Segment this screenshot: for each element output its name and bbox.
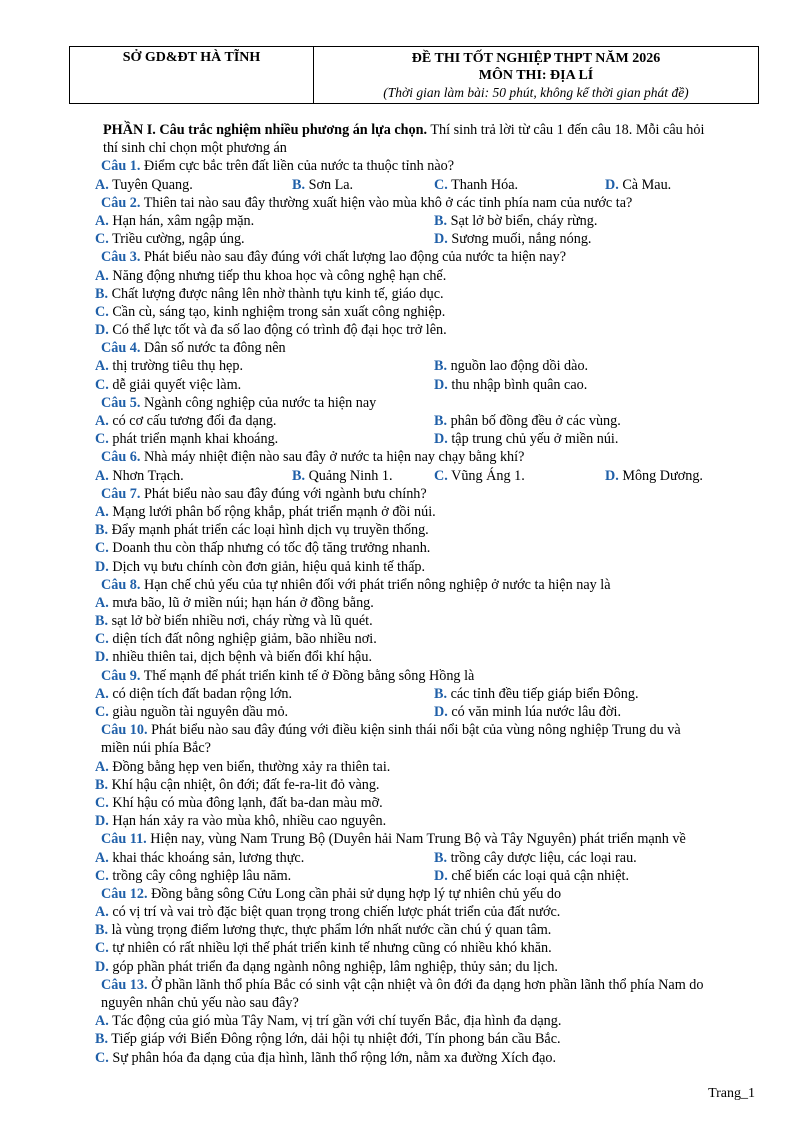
exam-subject: MÔN THI: ĐỊA LÍ: [478, 68, 594, 83]
option: [95, 758, 390, 776]
option-row: [95, 321, 758, 339]
option-row: [95, 1030, 758, 1048]
question: [95, 485, 758, 576]
option-row: [95, 867, 758, 885]
option-key: B.: [434, 413, 448, 430]
section-title: PHẦN I. Câu trắc nghiệm nhiều phương án lựa chọn.: [103, 122, 428, 138]
question: [95, 448, 758, 484]
option-row: [95, 812, 758, 830]
option-key: A.: [95, 594, 109, 611]
question-text: Ở phần lãnh thổ phía Bắc có sinh vật cận nhiệt và ôn đới đa dạng hơn phần lãnh thổ phía Nam do: [147, 976, 704, 993]
option-text: là vùng trọng điểm lương thực, thực phẩm lớn nhất nước cần chú ý quan tâm.: [108, 922, 552, 939]
option-row: [95, 685, 758, 703]
option-row: [95, 703, 758, 721]
option-row: [95, 357, 758, 375]
question: [95, 976, 758, 1067]
option-text: Hạn hán, xâm ngập mặn.: [108, 212, 255, 229]
option-key: D.: [605, 467, 619, 484]
option: [95, 612, 373, 630]
question-stem: [101, 448, 758, 466]
option-key: C.: [95, 631, 109, 648]
option: [95, 230, 245, 248]
question-stem: [101, 194, 758, 212]
option: [95, 703, 288, 721]
option: [434, 849, 637, 867]
option-text: Khí hậu cận nhiệt, ôn đới; đất fe-ra-lit đỏ vàng.: [108, 776, 380, 793]
option: [95, 176, 193, 194]
option-key: D.: [434, 431, 448, 448]
option-key: A.: [95, 503, 109, 520]
question-text: Phát biểu nào sau đây đúng với chất lượng lao động của nước ta hiện nay?: [140, 249, 566, 266]
option-text: Khí hậu có mùa đông lạnh, đất ba-dan màu mỡ.: [108, 794, 383, 811]
option-text: Hạn hán xảy ra vào mùa khô, nhiều cao nguyên.: [108, 813, 387, 830]
option: [95, 521, 429, 539]
option-text: Đồng bằng hẹp ven biển, thường xảy ra thiên tai.: [108, 758, 391, 775]
option: [95, 630, 377, 648]
question-label: Câu 9.: [101, 667, 141, 684]
question: [95, 157, 758, 193]
option: [434, 703, 621, 721]
option: [292, 467, 393, 485]
option-key: B.: [434, 212, 448, 229]
option: [434, 176, 518, 194]
option-text: tập trung chủ yếu ở miền núi.: [447, 431, 619, 448]
option-key: A.: [95, 1013, 109, 1030]
section-instruction: Thí sinh trả lời từ câu 1 đến câu 18. Mỗi câu hỏi: [427, 122, 705, 138]
option-key: D.: [95, 322, 109, 339]
option-text: nguồn lao động dồi dào.: [447, 358, 589, 375]
option: [95, 812, 386, 830]
question: [95, 667, 758, 722]
option-key: B.: [434, 358, 448, 375]
option-key: C.: [95, 231, 109, 248]
option-text: Dịch vụ bưu chính còn đơn giản, hiệu quả kinh tế thấp.: [108, 558, 426, 575]
option-text: mưa bão, lũ ở miền núi; hạn hán ở đồng bằng.: [108, 594, 374, 611]
page-number: Trang_1: [708, 1086, 755, 1101]
option: [434, 685, 639, 703]
question: [95, 721, 758, 830]
option-key: C.: [95, 867, 109, 884]
option: [95, 503, 436, 521]
question-list: [95, 157, 758, 1066]
option: [95, 594, 374, 612]
option-row: [95, 1049, 758, 1067]
option-row: [95, 1012, 758, 1030]
question-text: Điểm cực bắc trên đất liền của nước ta thuộc tỉnh nào?: [140, 158, 455, 175]
option: [434, 412, 621, 430]
option-text: góp phần phát triển đa dạng ngành nông nghiệp, lâm nghiệp, thủy sản; du lịch.: [108, 958, 558, 975]
option-text: phân bố đồng đều ở các vùng.: [447, 413, 621, 430]
option-text: Có thể lực tốt và đa số lao động có trình độ đại học trở lên.: [108, 322, 447, 339]
option-row: [95, 594, 758, 612]
exam-title: ĐỀ THI TỐT NGHIỆP THPT NĂM 2026: [411, 51, 661, 66]
option-row: [95, 776, 758, 794]
option-key: D.: [95, 958, 109, 975]
question-stem: [101, 157, 758, 175]
option-text: Tiếp giáp với Biển Đông rộng lớn, dải hội tụ nhiệt đới, Tín phong bán cầu Bắc.: [108, 1031, 561, 1048]
option-text: Đẩy mạnh phát triển các loại hình dịch vụ truyền thống.: [108, 522, 429, 539]
option: [95, 921, 551, 939]
option-text: Cần cù, sáng tạo, kinh nghiệm trong sản xuất công nghiệp.: [108, 303, 446, 320]
question-text-cont: miền núi phía Bắc?: [101, 740, 211, 757]
option-key: D.: [95, 813, 109, 830]
question: [95, 830, 758, 885]
option-key: A.: [95, 849, 109, 866]
option-text: khai thác khoáng sản, lương thực.: [108, 849, 305, 866]
option-text: Thanh Hóa.: [447, 176, 519, 193]
option-row: [95, 921, 758, 939]
option: [95, 1012, 561, 1030]
option-key: A.: [95, 358, 109, 375]
option-text: có vị trí và vai trò đặc biệt quan trọng trong chiến lược phát triển của đất nước.: [108, 904, 561, 921]
option-text: Quảng Ninh 1.: [305, 467, 393, 484]
option: [95, 685, 292, 703]
section-instruction-cont: thí sinh chỉ chọn một phương án: [103, 140, 287, 157]
option-key: B.: [95, 776, 109, 793]
option-row: [95, 630, 758, 648]
question: [95, 885, 758, 976]
option: [95, 303, 445, 321]
option-text: Cà Mau.: [618, 176, 672, 193]
option-row: [95, 412, 758, 430]
question-label: Câu 7.: [101, 485, 141, 502]
question-label: Câu 12.: [101, 885, 148, 902]
option-text: có cơ cấu tương đối đa dạng.: [108, 413, 277, 430]
option-text: Nhơn Trạch.: [108, 467, 184, 484]
option: [95, 357, 243, 375]
option-text: Triều cường, ngập úng.: [108, 231, 245, 248]
option-row: [95, 176, 758, 194]
option-key: C.: [95, 376, 109, 393]
question-text-cont: nguyên nhân chủ yếu nào sau đây?: [101, 995, 299, 1012]
option-row: [95, 503, 758, 521]
option-key: D.: [434, 231, 448, 248]
question-text: Phát biểu nào sau đây đúng với điều kiện sinh thái nổi bật của vùng nông nghiệp Trung du và: [147, 722, 681, 739]
question-label: Câu 1.: [101, 158, 141, 175]
question-stem: [101, 721, 758, 739]
option-key: C.: [95, 1049, 109, 1066]
option-text: có văn minh lúa nước lâu đời.: [447, 704, 621, 721]
question-stem: [101, 248, 758, 266]
option-row: [95, 539, 758, 557]
question-label: Câu 3.: [101, 249, 141, 266]
option: [95, 939, 552, 957]
option: [95, 267, 446, 285]
question-text: Đồng bằng sông Cửu Long cần phải sử dụng hợp lý tự nhiên chủ yếu do: [147, 885, 562, 902]
option: [95, 430, 278, 448]
option-row: [95, 758, 758, 776]
question-label: Câu 13.: [101, 976, 148, 993]
option-row: [95, 558, 758, 576]
option-key: A.: [95, 467, 109, 484]
question-text: Thiên tai nào sau đây thường xuất hiện vào mùa khô ở các tỉnh phía nam của nước ta?: [140, 194, 633, 211]
option-text: nhiều thiên tai, dịch bệnh và biến đổi khí hậu.: [108, 649, 372, 666]
option: [95, 794, 383, 812]
option-key: B.: [434, 849, 448, 866]
option-key: A.: [95, 267, 109, 284]
option: [95, 412, 276, 430]
option: [95, 776, 379, 794]
option-key: D.: [434, 704, 448, 721]
question-stem-cont: [101, 739, 758, 757]
option: [95, 1030, 561, 1048]
option-key: A.: [95, 904, 109, 921]
option-key: C.: [95, 540, 109, 557]
option-text: tự nhiên có rất nhiều lợi thế phát triển kinh tế nhưng cũng có nhiều khó khăn.: [108, 940, 552, 957]
department-name: SỞ GD&ĐT HÀ TĨNH: [70, 47, 314, 103]
option-key: D.: [434, 376, 448, 393]
option: [95, 903, 560, 921]
exam-header: [69, 46, 759, 104]
option-row: [95, 303, 758, 321]
option-text: Sương muối, nắng nóng.: [447, 231, 592, 248]
option-key: A.: [95, 758, 109, 775]
option-key: B.: [95, 1031, 109, 1048]
option-row: [95, 794, 758, 812]
option: [95, 285, 444, 303]
question-text: Hạn chế chủ yếu của tự nhiên đối với phát triển nông nghiệp ở nước ta hiện nay là: [140, 576, 611, 593]
question-stem: [101, 394, 758, 412]
option-key: C.: [95, 794, 109, 811]
option-text: Sơn La.: [305, 176, 354, 193]
option: [605, 467, 703, 485]
question-text: Thế mạnh để phát triển kinh tế ở Đồng bằng sông Hồng là: [140, 667, 475, 684]
option-text: có diện tích đất badan rộng lớn.: [108, 685, 293, 702]
question-label: Câu 11.: [101, 831, 147, 848]
option: [95, 958, 558, 976]
option-text: các tỉnh đều tiếp giáp biển Đông.: [447, 685, 639, 702]
option-key: B.: [292, 467, 306, 484]
exam-time: (Thời gian làm bài: 50 phút, không kể thời gian phát đề): [383, 85, 689, 100]
question-stem: [101, 976, 758, 994]
option-text: Tuyên Quang.: [108, 176, 193, 193]
option-row: [95, 648, 758, 666]
option: [605, 176, 671, 194]
option-text: Vũng Áng 1.: [447, 467, 525, 484]
question-text: Phát biểu nào sau đây đúng với ngành bưu chính?: [140, 485, 427, 502]
option-row: [95, 903, 758, 921]
option-row: [95, 939, 758, 957]
option-key: B.: [292, 176, 306, 193]
option: [434, 230, 591, 248]
option: [95, 558, 425, 576]
option-text: sạt lở bờ biển nhiều nơi, cháy rừng và lũ quét.: [108, 613, 373, 630]
option-row: [95, 230, 758, 248]
option: [95, 467, 184, 485]
option-row: [95, 285, 758, 303]
question-stem: [101, 885, 758, 903]
question: [95, 394, 758, 449]
question-text: Nhà máy nhiệt điện nào sau đây ở nước ta hiện nay chạy bằng khí?: [140, 449, 525, 466]
option-key: B.: [434, 685, 448, 702]
option-row: [95, 849, 758, 867]
option: [292, 176, 353, 194]
option-key: A.: [95, 212, 109, 229]
option-row: [95, 521, 758, 539]
option-key: B.: [95, 613, 109, 630]
option: [434, 212, 597, 230]
option: [95, 376, 241, 394]
option-text: giàu nguồn tài nguyên dầu mỏ.: [108, 704, 289, 721]
question-label: Câu 6.: [101, 449, 141, 466]
question-stem: [101, 339, 758, 357]
question-stem: [101, 667, 758, 685]
question-label: Câu 8.: [101, 576, 141, 593]
exam-info: [314, 47, 758, 103]
option-text: thị trường tiêu thụ hẹp.: [108, 358, 243, 375]
option-text: trồng cây dược liệu, các loại rau.: [447, 849, 637, 866]
option-text: Chất lượng được nâng lên nhờ thành tựu kinh tế, giáo dục.: [108, 285, 444, 302]
option-text: trồng cây công nghiệp lâu năm.: [108, 867, 292, 884]
option-text: phát triển mạnh khai khoáng.: [108, 431, 279, 448]
question-label: Câu 4.: [101, 340, 141, 357]
option-key: C.: [95, 940, 109, 957]
option: [95, 849, 304, 867]
option-row: [95, 612, 758, 630]
option-key: A.: [95, 413, 109, 430]
exam-content: [95, 121, 758, 1067]
option: [95, 867, 291, 885]
question-text: Dân số nước ta đông nên: [140, 340, 286, 357]
section-intro: [103, 121, 758, 157]
option-key: A.: [95, 685, 109, 702]
question: [95, 576, 758, 667]
question-stem: [101, 576, 758, 594]
question-label: Câu 5.: [101, 394, 141, 411]
option-key: C.: [434, 176, 448, 193]
option-key: D.: [605, 176, 619, 193]
option-key: D.: [95, 558, 109, 575]
option: [434, 430, 618, 448]
option: [434, 467, 525, 485]
option: [95, 539, 430, 557]
question-stem: [101, 830, 758, 848]
option-text: Sự phân hóa đa dạng của địa hình, lãnh thổ rộng lớn, nằm xa đường Xích đạo.: [108, 1049, 557, 1066]
option-text: Mạng lưới phân bố rộng khắp, phát triển mạnh ở đồi núi.: [108, 503, 436, 520]
question: [95, 248, 758, 339]
question-label: Câu 10.: [101, 722, 148, 739]
option-key: B.: [95, 922, 109, 939]
option-row: [95, 212, 758, 230]
option: [434, 357, 588, 375]
option: [95, 1049, 556, 1067]
question-text: Hiện nay, vùng Nam Trung Bộ (Duyên hải Nam Trung Bộ và Tây Nguyên) phát triển mạnh về: [146, 831, 686, 848]
option-key: C.: [434, 467, 448, 484]
option-row: [95, 267, 758, 285]
option: [434, 376, 587, 394]
option-row: [95, 430, 758, 448]
option-key: B.: [95, 522, 109, 539]
option-key: C.: [95, 303, 109, 320]
option-key: A.: [95, 176, 109, 193]
option-row: [95, 376, 758, 394]
option-key: C.: [95, 431, 109, 448]
option-key: D.: [434, 867, 448, 884]
option-text: diện tích đất nông nghiệp giảm, bão nhiều nơi.: [108, 631, 377, 648]
option-text: Mông Dương.: [618, 467, 703, 484]
option-key: C.: [95, 704, 109, 721]
option: [434, 867, 629, 885]
question-label: Câu 2.: [101, 194, 141, 211]
option: [95, 321, 447, 339]
question-text: Ngành công nghiệp của nước ta hiện nay: [140, 394, 377, 411]
option-text: Tác động của gió mùa Tây Nam, vị trí gần với chí tuyến Bắc, địa hình đa dạng.: [108, 1013, 562, 1030]
option: [95, 212, 254, 230]
question: [95, 194, 758, 249]
option-row: [95, 467, 758, 485]
option-text: Doanh thu còn thấp nhưng có tốc độ tăng trưởng nhanh.: [108, 540, 431, 557]
option: [95, 648, 372, 666]
option-text: Sạt lở bờ biển, cháy rừng.: [447, 212, 598, 229]
option-text: Năng động nhưng tiếp thu khoa học và công nghệ hạn chế.: [108, 267, 447, 284]
option-key: B.: [95, 285, 109, 302]
option-key: D.: [95, 649, 109, 666]
option-text: dễ giải quyết việc làm.: [108, 376, 242, 393]
question-stem: [101, 485, 758, 503]
question-stem-cont: [101, 994, 758, 1012]
option-text: chế biến các loại quả cận nhiệt.: [447, 867, 629, 884]
option-text: thu nhập bình quân cao.: [447, 376, 588, 393]
question: [95, 339, 758, 394]
option-row: [95, 958, 758, 976]
